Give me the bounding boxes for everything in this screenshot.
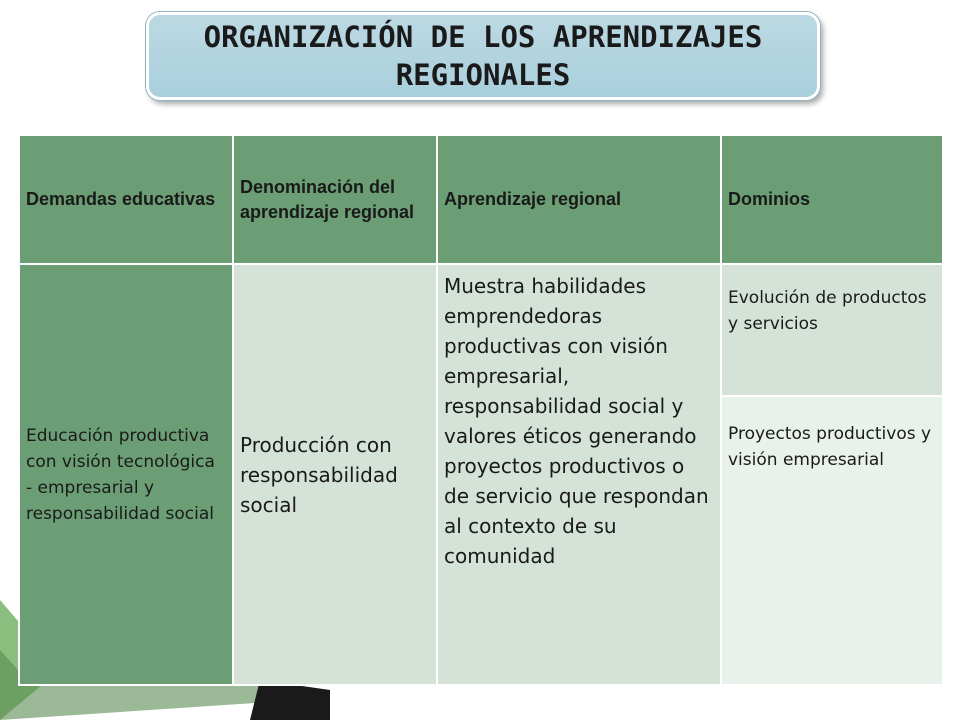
title-banner [146,12,820,100]
page-title: ORGANIZACIÓN DE LOS APRENDIZAJES REGIONALES [203,20,763,92]
arrow-black-shape [250,680,330,720]
learning-organization-table [18,134,944,686]
cell-denominacion: Producción con responsabilidad social [233,264,437,685]
header-demandas: Demandas educativas [19,135,233,264]
cell-aprendizaje: Muestra habilidades emprendedoras productivas con visión empresarial, responsabilidad social y valores éticos generando proyectos productivos o de servicio que respondan al contexto de su comunidad [437,264,721,685]
cell-dominio-1: Evolución de productos y servicios [721,264,943,396]
header-dominios: Dominios [721,135,943,264]
cell-dominio-2: Proyectos productivos y visión empresarial [721,396,943,685]
header-aprendizaje: Aprendizaje regional [437,135,721,264]
header-denominacion: Denominación del aprendizaje regional [233,135,437,264]
cell-demanda: Educación productiva con visión tecnológica - empresarial y responsabilidad social [19,264,233,685]
header-row [19,135,943,264]
table-row [19,264,943,396]
